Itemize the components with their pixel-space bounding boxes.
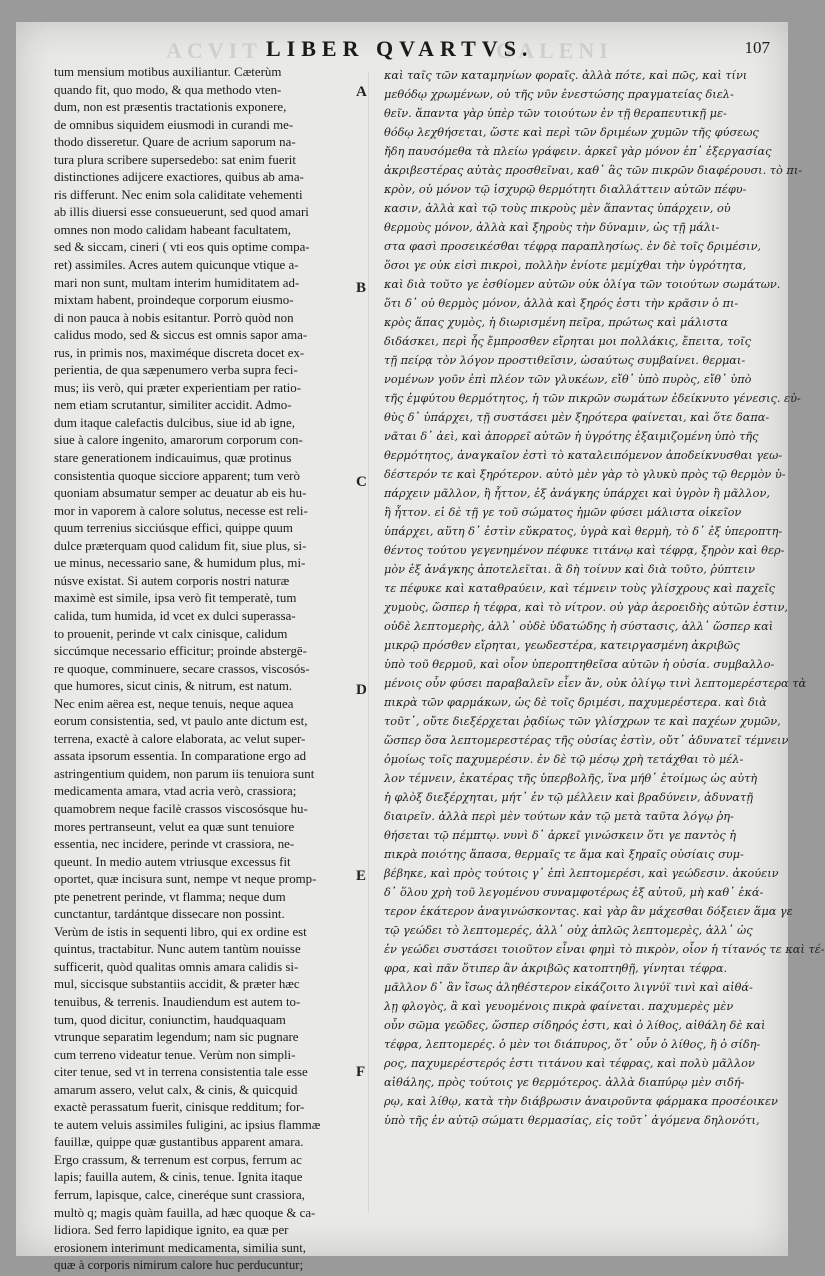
text-line: nem etiam scrutantur, similiter accidit. Admo- bbox=[54, 398, 292, 413]
text-line: τῆς ἐμφύτου θερμότητος, ἡ τῶν πικρῶν σωμάτων ἐδείκνυτο γένεσις. εὐ- bbox=[384, 392, 801, 405]
text-line: τῇ πείρᾳ τὸν λόγον προστιθεῖσιν, ὡσαύτως συμβαίνει. θερμαι- bbox=[384, 354, 746, 367]
text-line: βέβηκε, καὶ πρὸς τούτοις γ᾽ ἐπὶ λεπτομερέσι, καὶ γεώδεσιν. ἀκούειν bbox=[384, 867, 779, 880]
text-line: mari non sunt, multam interim humiditatem ad- bbox=[54, 275, 300, 290]
text-line: oportet, quæ incisura sunt, nempe vt neque promp- bbox=[54, 872, 317, 887]
text-line: τοῦτ᾽, οὔτε διεξέρχεται ῥᾳδίως τῶν γλίσχρων τε καὶ παχέων χυμῶν, bbox=[384, 715, 781, 728]
text-line: στα φασὶ προσεικέσθαι τέφρᾳ παραπλησίως. ἐν δὲ τοῖς δριμέσιν, bbox=[384, 240, 762, 253]
text-line: μικρῷ πρόσθεν εἴρηται, γεωδεστέρα, κατειργασμένη ἀκριβῶς bbox=[384, 639, 740, 652]
text-line: δ᾽ ὅλου χρὴ τοῦ λεγομένου συναμφοτέρως ἐξ αὐτοῦ, μὴ καθ᾽ ἑκά- bbox=[384, 886, 764, 899]
margin-marker: F bbox=[356, 1064, 366, 1080]
text-line: μὸν ἐξ ἀνάγκης ἀποτελεῖται. ἃ δὴ τοίνυν καὶ διὰ τοῦτο, ῥύπτειν bbox=[384, 563, 756, 576]
text-line: θόδῳ λεχθήσεται, ὥστε καὶ περὶ τῶν δριμέων χυμῶν τῆς φύσεως bbox=[384, 126, 759, 139]
text-line: siue à calore ingenito, amarorum corporum con- bbox=[54, 433, 303, 448]
text-line: ἡ φλὸξ διεξέρχηται, μήτ᾽ ἐν τῷ μέλλειν καὶ βραδύνειν, ἀδυνατῇ bbox=[384, 791, 753, 804]
text-line: δέστερόν τε καὶ ξηρότερον. αὐτὸ μὲν γὰρ τὸ γλυκὺ πρὸς τῷ θερμὸν ὑ- bbox=[384, 468, 786, 481]
text-line: ue minus, necessario sane, & humidum plus, mi- bbox=[54, 556, 306, 571]
text-line: αἰθάλης, πρὸς τούτοις γε θερμότερος. ἀλλὰ διαπύρῳ μὲν σιδή- bbox=[384, 1076, 745, 1089]
text-line: ἢ ἧττον. εἰ δὲ τῇ γε τοῦ σώματος ἡμῶν φύσει μάλιστα οἰκεῖον bbox=[384, 506, 742, 519]
text-line: ab illis diuersi esse consueuerunt, sed quod amari bbox=[54, 205, 309, 220]
text-line: πικρὰ τῶν φαρμάκων, ὡς δὲ τοῖς δριμέσι, παχυμερέστερα. καὶ διὰ bbox=[384, 696, 767, 709]
text-line: mul, siccisque substantiis accidit, & præter hæc bbox=[54, 977, 300, 992]
text-line: quintus, tractabitur. Nunc autem tantùm nouisse bbox=[54, 942, 301, 957]
text-line: τε πέφυκε καὶ καταθραύειν, καὶ τέμνειν τοὺς γλίσχρους καὶ παχεῖς bbox=[384, 582, 775, 595]
text-line: θέντος τούτου γεγενημένον πέφυκε τιτάνῳ καὶ τέφρᾳ, ξηρὸν καὶ θερ- bbox=[384, 544, 785, 557]
text-line: medicamenta amara, vtad acria verò, crassiora; bbox=[54, 784, 297, 799]
text-line: rus, in primis nos, maximéque discreta docet ex- bbox=[54, 345, 305, 360]
text-line: ὑπὸ τοῦ θερμοῦ, καὶ οἷον ὑπεροπτηθεῖσα αὐτῶν ἡ οὐσία. συμβαλλο- bbox=[384, 658, 775, 671]
text-line: amarum assero, velut calx, & cinis, & quicquid bbox=[54, 1082, 298, 1097]
text-line: ρῳ, καὶ λίθῳ, κατὰ τὴν διάβρωσιν ἀναιροῦντα φάρμακα προσέοικεν bbox=[384, 1095, 778, 1108]
bleed-through-text: GALENI bbox=[496, 38, 613, 63]
text-line: terrena, exactè à calore elaborata, ac velut super- bbox=[54, 731, 306, 746]
text-line: quamobrem neque facilè crassos viscosósque hu- bbox=[54, 801, 308, 816]
text-line: citer tenue, sed vt in terrena consistentia tale esse bbox=[54, 1065, 308, 1080]
text-line: κρὸν, οὐ μόνον τῷ ἰσχυρῷ θερμότητι διαλλάττειν αὐτῶν πέφυ- bbox=[384, 183, 747, 196]
text-line: θερμοὺς μόνον, ἀλλὰ καὶ ξηροὺς τὴν δύναμιν, ὡς τῇ μάλι- bbox=[384, 221, 720, 234]
text-line: maximè est simile, ipsa verò fit temperatè, tum bbox=[54, 591, 297, 606]
text-line: lidiora. Sed ferro lapidique ignito, ea quæ per bbox=[54, 1223, 289, 1238]
text-line: ὥσπερ ὅσα λεπτομερεστέρας τῆς οὐσίας ἐστὶν, οὔτ᾽ ἀδυνατεῖ τέμνειν bbox=[384, 734, 789, 747]
text-line: queunt. In medio autem vtriusque excessus fit bbox=[54, 854, 291, 869]
text-line: de omnibus siquidem eiusmodi in curandi me- bbox=[54, 117, 294, 132]
text-line: pte penetrent perinde, vt flamma; neque dum bbox=[54, 889, 286, 904]
page-number: 107 bbox=[744, 38, 770, 57]
text-line: οὐδὲ λεπτομερὴς, ἀλλ᾽ οὐδὲ ὑδατώδης ἡ σύστασις, ἀλλ᾽ ὥσπερ καὶ bbox=[384, 620, 774, 633]
text-line: ὅτι δ᾽ οὐ θερμὸς μόνον, ἀλλὰ καὶ ξηρός ἐστι τὴν κρᾶσιν ὁ πι- bbox=[384, 297, 739, 310]
text-line: θὺς δ᾽ ὑπάρχει, τῇ συστάσει μὲν ξηρότερα φαίνεται, καὶ ὅτε δαπα- bbox=[384, 411, 770, 424]
text-line: tum, quod dicitur, coniunctim, haudquaquam bbox=[54, 1012, 286, 1027]
text-line: thodo disseretur. Quare de acrium saporum na- bbox=[54, 135, 296, 150]
text-line: τέφρα, λεπτομερές. ὁ μὲν τοι διάπυρος, ὅτ᾽ οὖν ὁ λίθος, ἢ ὁ σίδη- bbox=[384, 1038, 761, 1051]
margin-marker: D bbox=[356, 682, 367, 698]
text-line: χυμοὺς, ὥσπερ ἡ τέφρα, καὶ τὸ νίτρον. οὐ γὰρ ἀεροειδὴς αὐτῶν ἐστιν, bbox=[384, 601, 788, 614]
text-line: πικρὰ ποιότης ἅπασα, θερμαῖς τε ἅμα καὶ ξηραῖς οὐσίαις συμ- bbox=[384, 848, 744, 861]
text-line: φρα, καὶ πᾶν ὅτιπερ ἂν ἀκριβῶς κατοπτηθῇ, γίνηται τέφρα. bbox=[384, 962, 728, 975]
text-line: mor in vaporem à calore solutus, necesse est reli- bbox=[54, 503, 308, 518]
text-line: μένοις οὖν φύσει παραβαλεῖν εἶεν ἄν, οὐκ ὀλίγῳ τινὶ λεπτομερέστερα τὰ bbox=[384, 677, 807, 690]
text-line: νομένων γοῦν ἐπὶ πλέον τῶν γλυκέων, εἴθ᾽ ὑπὸ πυρὸς, εἴθ᾽ ὑπὸ bbox=[384, 373, 752, 386]
text-line: to prouenit, perinde vt calx cinisque, calidum bbox=[54, 626, 288, 641]
text-line: τῷ γεώδει τὸ λεπτομερές, ἀλλ᾽ οὐχ ἁπλῶς λεπτομερὲς, ἀλλ᾽ ὡς bbox=[384, 924, 753, 937]
text-line: cum terreno videatur tenue. Verùm non simpli- bbox=[54, 1047, 296, 1062]
text-line: οὖν σῶμα γεῶδες, ὥσπερ σίδηρός ἐστι, καὶ ὁ λίθος, αἰθάλη δὲ καὶ bbox=[384, 1019, 766, 1032]
text-line: erosionem interimunt medicamenta, similia sunt, bbox=[54, 1240, 307, 1255]
text-line: quum terrenius sicciúsque effici, quippe quum bbox=[54, 521, 293, 536]
text-line: κρὸς ἅπας χυμὸς, ἡ διωρισμένη πεῖρα, πρώτως καὶ μάλιστα bbox=[384, 316, 729, 329]
text-line: vtrunque separatim legendum; nam sic pugnare bbox=[54, 1030, 299, 1045]
text-line: ἀκριβεστέρας αὐτὰς προσθεῖναι, καθ᾽ ἃς τῶν πικρῶν διαφέρουσι. τὸ πι- bbox=[384, 164, 803, 177]
text-line: ferrum, lapisque, calce, cineréque sunt crassiora, bbox=[54, 1188, 305, 1202]
text-line: fauillæ, quippe quæ gustantibus apparent amara. bbox=[54, 1135, 304, 1150]
text-line: lapis; fauilla autem, & cinis, tenue. Ignita itaque bbox=[54, 1170, 303, 1185]
text-line: quoniam absumatur semper ac deuatur ab eis hu- bbox=[54, 486, 307, 501]
text-line: que humores, sicut cinis, & nitrum, est natum. bbox=[54, 679, 293, 694]
text-line: tenuibus, & terrenis. Inaudiendum est autem to- bbox=[54, 994, 301, 1009]
text-line: καὶ διὰ τοῦτο γε ἐσθίομεν αὐτῶν οὐκ ὀλίγα τῶν τοιούτων σωμάτων. bbox=[384, 278, 781, 291]
text-line: ἐν γεώδει συστάσει τοιοῦτον εἶναι φημὶ τὸ πικρὸν, οἷον ἡ τίτανός τε καὶ τέ- bbox=[384, 943, 825, 956]
text-line: κασιν, ἀλλὰ καὶ τῷ τοὺς πικροὺς μὲν ἅπαντας ὑπάρχειν, οὐ bbox=[384, 202, 731, 215]
text-line: θερμότητος, ἀναγκαῖον ἐστὶ τὸ καταλειπόμενον ἀποδείκνυσθαι γεω- bbox=[384, 449, 783, 462]
text-line: λῃ φλογὸς, ἃ καὶ γευομένοις πικρὰ φαίνεται. παχυμερὲς μὲν bbox=[384, 1000, 734, 1013]
text-line: di non pauca à nobis esitantur. Porrò quòd non bbox=[54, 310, 294, 325]
text-line: ὑπάρχει, αὕτη δ᾽ ἐστὶν εὔκρατος, ὑγρὰ καὶ θερμὴ, τὸ δ᾽ ἐξ ὑπεροπτη- bbox=[384, 525, 783, 538]
text-line: consistentia quoque sicciore apparent; tum verò bbox=[54, 468, 300, 483]
text-line: assata ipsorum essentia. In comparatione ergo ad bbox=[54, 749, 307, 764]
text-line: ρος, παχυμερέστερός ἐστι τιτάνου καὶ τέφρας, καὶ πολὺ μᾶλλον bbox=[384, 1057, 755, 1070]
text-line: eorum consistentia, sed, vt paulo ante dictum est, bbox=[54, 714, 308, 729]
margin-marker: C bbox=[356, 474, 367, 490]
text-line: cunctantur, tardántque dissecare non possint. bbox=[54, 907, 285, 922]
text-line: dum, non est præsentis tractationis exponere, bbox=[54, 100, 287, 115]
latin-column bbox=[54, 64, 354, 1275]
text-line: Ergo crassum, & terrenum est corpus, ferrum ac bbox=[54, 1152, 302, 1167]
text-line: θεῖν. ἅπαντα γὰρ ὑπὲρ τῶν τοιούτων ἐν τῇ θεραπευτικῇ με- bbox=[384, 107, 727, 120]
text-line: tura plura scribere supersedebo: sat enim fuerit bbox=[54, 152, 296, 167]
book-page bbox=[16, 22, 825, 1273]
text-line: sufficerit, quòd qualitas omnis amara calidis si- bbox=[54, 959, 299, 974]
text-line: quando fit, quo modo, & qua methodo vten- bbox=[54, 82, 282, 97]
text-line: ὑπὸ τῆς ἐν αὐτῷ σώματι θερμασίας, εἰς τοῦτ᾽ ἀγόμενα δηλονότι, bbox=[384, 1114, 760, 1127]
text-line: sed & siccam, cineri ( vti eos quis optime compa- bbox=[54, 240, 310, 255]
text-line: exactè perassatum fuerit, cinisque redditum; for- bbox=[54, 1100, 305, 1115]
text-line: calida, tum humida, id vcet ex dulci superassa- bbox=[54, 608, 296, 623]
text-line: μᾶλλον δ᾽ ἂν ἴσως ἀληθέστερον εἰκάζοιτο λιγνύϊ τινὶ καὶ αἰθά- bbox=[384, 981, 753, 994]
margin-marker: E bbox=[356, 868, 367, 884]
text-line: θήσεται τῷ πέμπτῳ. νυνὶ δ᾽ ἀρκεῖ γινώσκειν ὅτι γε παντὸς ἡ bbox=[384, 829, 737, 842]
text-line: ὅσοι γε οὐκ εἰσὶ πικροὶ, πολλὴν ἐνίοτε μεμίχθαι τὴν ὑγρότητα, bbox=[384, 259, 747, 272]
text-line: omnes non modo calidam habeant facultatem, bbox=[54, 222, 291, 237]
text-line: te autem veluis assimiles fuligini, ac ipsius flammæ bbox=[54, 1117, 321, 1132]
text-line: tum mensium motibus auxiliantur. Cæterùm bbox=[54, 65, 282, 79]
text-line: τερον ἑκάτερον ἀναγινώσκοντας. καὶ γὰρ ἂν μάχεσθαι δόξειεν ἅμα γε bbox=[384, 905, 793, 918]
text-line: διαιρεῖν. ἀλλὰ περὶ μὲν τούτων κἀν τῷ μετὰ ταῦτα λόγῳ ῥη- bbox=[384, 810, 734, 823]
text-line: astringentium quidem, non parum iis tenuiora sunt bbox=[54, 766, 315, 781]
margin-marker: B bbox=[356, 280, 367, 296]
margin-marker: A bbox=[356, 84, 367, 100]
text-line: λον τέμνειν, ἑκατέρας τῆς ὑπερβολῆς, ἵνα μήθ᾽ ἑτοίμως ὡς αὐτὴ bbox=[384, 772, 758, 785]
text-line: dum itaque calefactis dulcibus, siue id ab igne, bbox=[54, 415, 295, 430]
text-line: πάρχειν μᾶλλον, ἢ ἧττον, ἐξ ἀνάγκης ὑπάρχει καὶ ὑγρὸν ἢ μᾶλλον, bbox=[384, 487, 770, 500]
text-line: διδάσκει, περὶ ἧς ἔμπροσθεν εἴρηται μοι πολλάκις, ἔπειτα, τοῖς bbox=[384, 335, 751, 348]
text-line: νᾶται δ᾽ ἀεὶ, καὶ ἀπορρεῖ αὐτῶν ἡ ὑγρότης ἐξαιμιζομένη ὑπὸ τῆς bbox=[384, 430, 759, 443]
text-line: quæ à corporis nimirum calore huc perducuntur; bbox=[54, 1258, 304, 1273]
text-line: ὁμοίως τοῖς παχυμερέσιν. ἐν δὲ τῷ μέσῳ χρὴ τετάχθαι τὸ μέλ- bbox=[384, 753, 744, 766]
text-line: μεθόδῳ χρωμένων, οὐ τῆς νῦν ἐνεστώσης πραγματείας διελ- bbox=[384, 88, 734, 101]
column-gutter bbox=[368, 72, 369, 1212]
text-line: mixtam habent, proindeque corporum eiusmo- bbox=[54, 293, 294, 308]
text-line: multò q; magis quàm fauilla, ad hæc quoque & ca- bbox=[54, 1205, 316, 1220]
text-line: mores pertranseunt, velut ea quæ sunt tenuiore bbox=[54, 819, 295, 834]
text-line: Nec enim aërea est, neque tenuis, neque aquea bbox=[54, 696, 294, 711]
running-head: LIBER QVARTVS. bbox=[266, 36, 534, 61]
text-line: ret) assimiles. Acres autem quicunque vtique a- bbox=[54, 258, 299, 273]
text-line: mus; iis verò, qui præter experientiam per ratio- bbox=[54, 380, 301, 395]
text-line: ἤδη παυσόμεθα τὰ πλείω γράφειν. ἀρκεῖ γὰρ μόνον ἐπ᾽ ἐξεργασίας bbox=[384, 145, 772, 158]
greek-column bbox=[384, 66, 825, 1130]
bleed-through-text: ACVIT bbox=[166, 38, 262, 63]
text-line: Verùm de istis in sequenti libro, qui ex ordine est bbox=[54, 924, 307, 939]
text-line: re quoque, comminuere, secare crassos, viscosós- bbox=[54, 661, 310, 676]
text-line: calidus modo, sed & siccus est omnis sapor ama- bbox=[54, 328, 308, 343]
text-line: dulce præterquam quod calidum fit, siue plus, si- bbox=[54, 538, 307, 553]
text-line: καὶ ταῖς τῶν καταμηνίων φοραῖς. ἀλλὰ πότε, καὶ πῶς, καὶ τίνι bbox=[384, 69, 748, 82]
text-line: essentia, nec incidere, perinde vt crassiora, ne- bbox=[54, 837, 295, 852]
text-line: perientia, de qua sæpenumero verba supra feci- bbox=[54, 363, 298, 378]
text-line: núsve existat. Si autem corporis nostri naturæ bbox=[54, 573, 290, 588]
text-line: ris differunt. Nec enim sola caliditate vehementi bbox=[54, 187, 303, 202]
text-line: siccúmque necessario efficitur; proinde abstergē- bbox=[54, 644, 307, 659]
text-line: distinctiones adijcere exactiores, quibus ab ama- bbox=[54, 170, 304, 185]
text-line: stare generationem indicauimus, quæ protinus bbox=[54, 451, 292, 466]
